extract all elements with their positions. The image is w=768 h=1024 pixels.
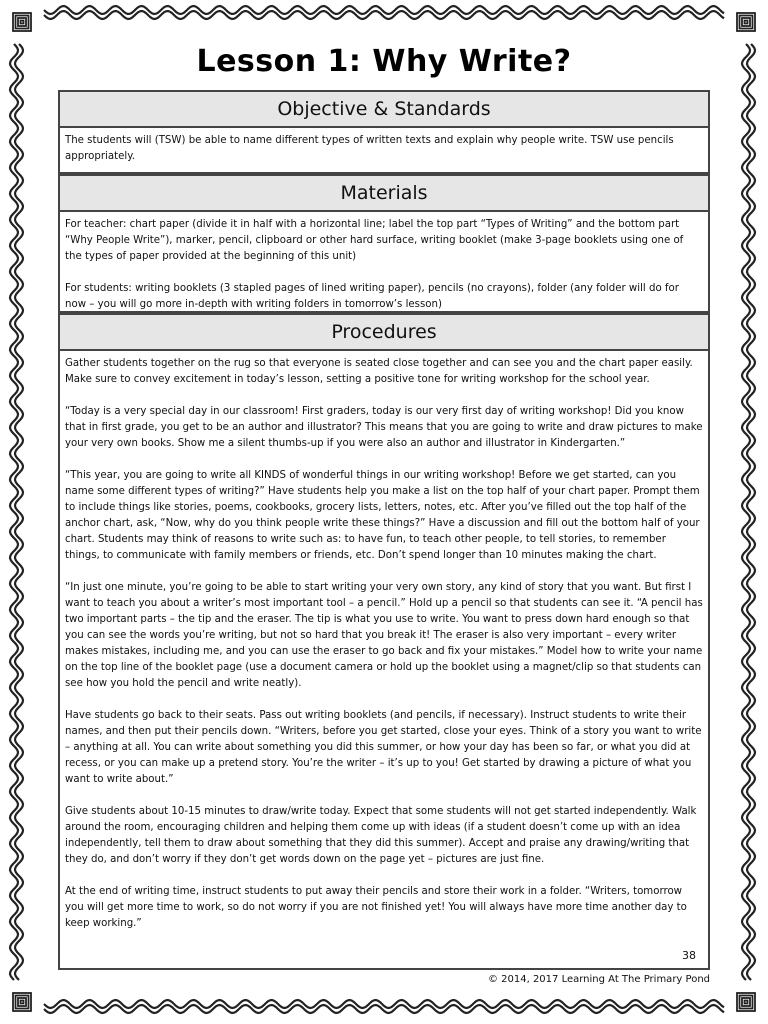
corner-spiral-icon	[13, 993, 31, 1011]
copyright-notice: © 2014, 2017 Learning At The Primary Pond	[487, 974, 710, 985]
materials-teacher-paragraph: For teacher: chart paper (divide it in half with a horizontal line; label the top part “Types of Writing” and the bottom part “Why People Write”), marker, pencil, clipboard or other hard surface, writing booklet (make 3-page booklets using one of the types of paper provided at the beginning of this unit)	[65, 219, 684, 262]
bottom-wave-border	[44, 1000, 724, 1013]
procedure-paragraph: “This year, you are going to write all KINDS of wonderful things in our writing workshop! Before we get started, can you name some different types of writing?” Have students help you make a list on the top half of your chart paper. Prompt them to include things like stories, poems, cookbooks, grocery lists, letters, notes, etc. After you’ve filled out the top half of the anchor chart, ask, “Now, why do you think people write these things?” Have a discussion and fill out the bottom half of your chart. Students may think of reasons to write such as: to have fun, to teach other people, to tell stories, to remember things, to communicate with family members or friends, etc. Don’t spend longer than 10 minutes making the chart.	[65, 470, 700, 561]
corner-spiral-icon	[737, 13, 755, 31]
objective-paragraph: The students will (TSW) be able to name different types of written texts and explain why people write. TSW use pencils appropriately.	[65, 135, 674, 162]
objective-body	[60, 128, 708, 171]
procedure-paragraph: Give students about 10-15 minutes to draw/write today. Expect that some students will not get started independently. Walk around the room, encouraging children and helping them come up with ideas (if a student doesn’t come up with an idea independently, tell them to draw about something that they did this summer). Accept and praise any drawing/writing that they do, and don’t worry if they don’t get words down on the page yet – pictures are just fine.	[65, 806, 697, 865]
objective-section	[58, 90, 710, 174]
procedures-body	[60, 351, 708, 938]
procedure-paragraph: “Today is a very special day in our classroom! First graders, today is our very first day of writing workshop! Did you know that in first grade, you get to be an author and illustrator? This means that you are going to write and draw pictures to make your very own books. Show me a silent thumbs-up if you were also an author and illustrator in Kindergarten.”	[65, 406, 703, 449]
procedures-heading: Procedures	[60, 315, 708, 351]
procedure-paragraph: At the end of writing time, instruct students to put away their pencils and store their work in a folder. “Writers, tomorrow you will get more time to work, so do not worry if you are not finished yet! You will always have more time another day to keep working.”	[65, 886, 687, 929]
materials-body	[60, 212, 708, 319]
corner-spiral-icon	[737, 993, 755, 1011]
materials-students-paragraph: For students: writing booklets (3 stapled pages of lined writing paper), pencils (no crayons), folder (any folder will do for now – you will go more in-depth with writing folders in tomorrow’s lesson)	[65, 283, 679, 310]
procedure-paragraph: “In just one minute, you’re going to be able to start writing your very own story, any kind of story that you want. But first I want to teach you about a writer’s most important tool – a pencil.” Hold up a pencil so that students can see it. “A pencil has two important parts – the tip and the eraser. The tip is what you use to write. You want to press down hard enough so that you can see the words you’re writing, but not so hard that you break it! The eraser is also very important – every writer makes mistakes, including me, and you can use the eraser to go back and fix your mistakes.” Model how to write your name on the top line of the booklet page (use a document camera or hold up the booklet using a magnet/clip so that students can see how you hold the pencil and write neatly).	[65, 582, 703, 689]
objective-heading: Objective & Standards	[60, 92, 708, 128]
right-wave-border	[742, 44, 755, 980]
materials-section	[58, 174, 710, 313]
top-wave-border	[44, 6, 724, 19]
left-wave-border	[10, 44, 23, 980]
procedures-section	[58, 313, 710, 970]
page-number: 38	[682, 949, 696, 962]
materials-heading: Materials	[60, 176, 708, 212]
page-title: Lesson 1: Why Write?	[196, 44, 572, 79]
procedure-paragraph: Gather students together on the rug so that everyone is seated close together and can see you and the chart paper easily. Make sure to convey excitement in today’s lesson, setting a positive tone for writing workshop for the school year.	[65, 358, 693, 385]
procedure-paragraph: Have students go back to their seats. Pass out writing booklets (and pencils, if necessary). Instruct students to write their names, and then put their pencils down. “Writers, before you get started, close your eyes. Think of a story you want to write – anything at all. You can write about something you did this summer, or how your day has been so far, or what you did at recess, or you can make up a pretend story. You’re the writer – it’s up to you! Get started by drawing a picture of what you want to write about.”	[65, 710, 702, 785]
corner-spiral-icon	[13, 13, 31, 31]
